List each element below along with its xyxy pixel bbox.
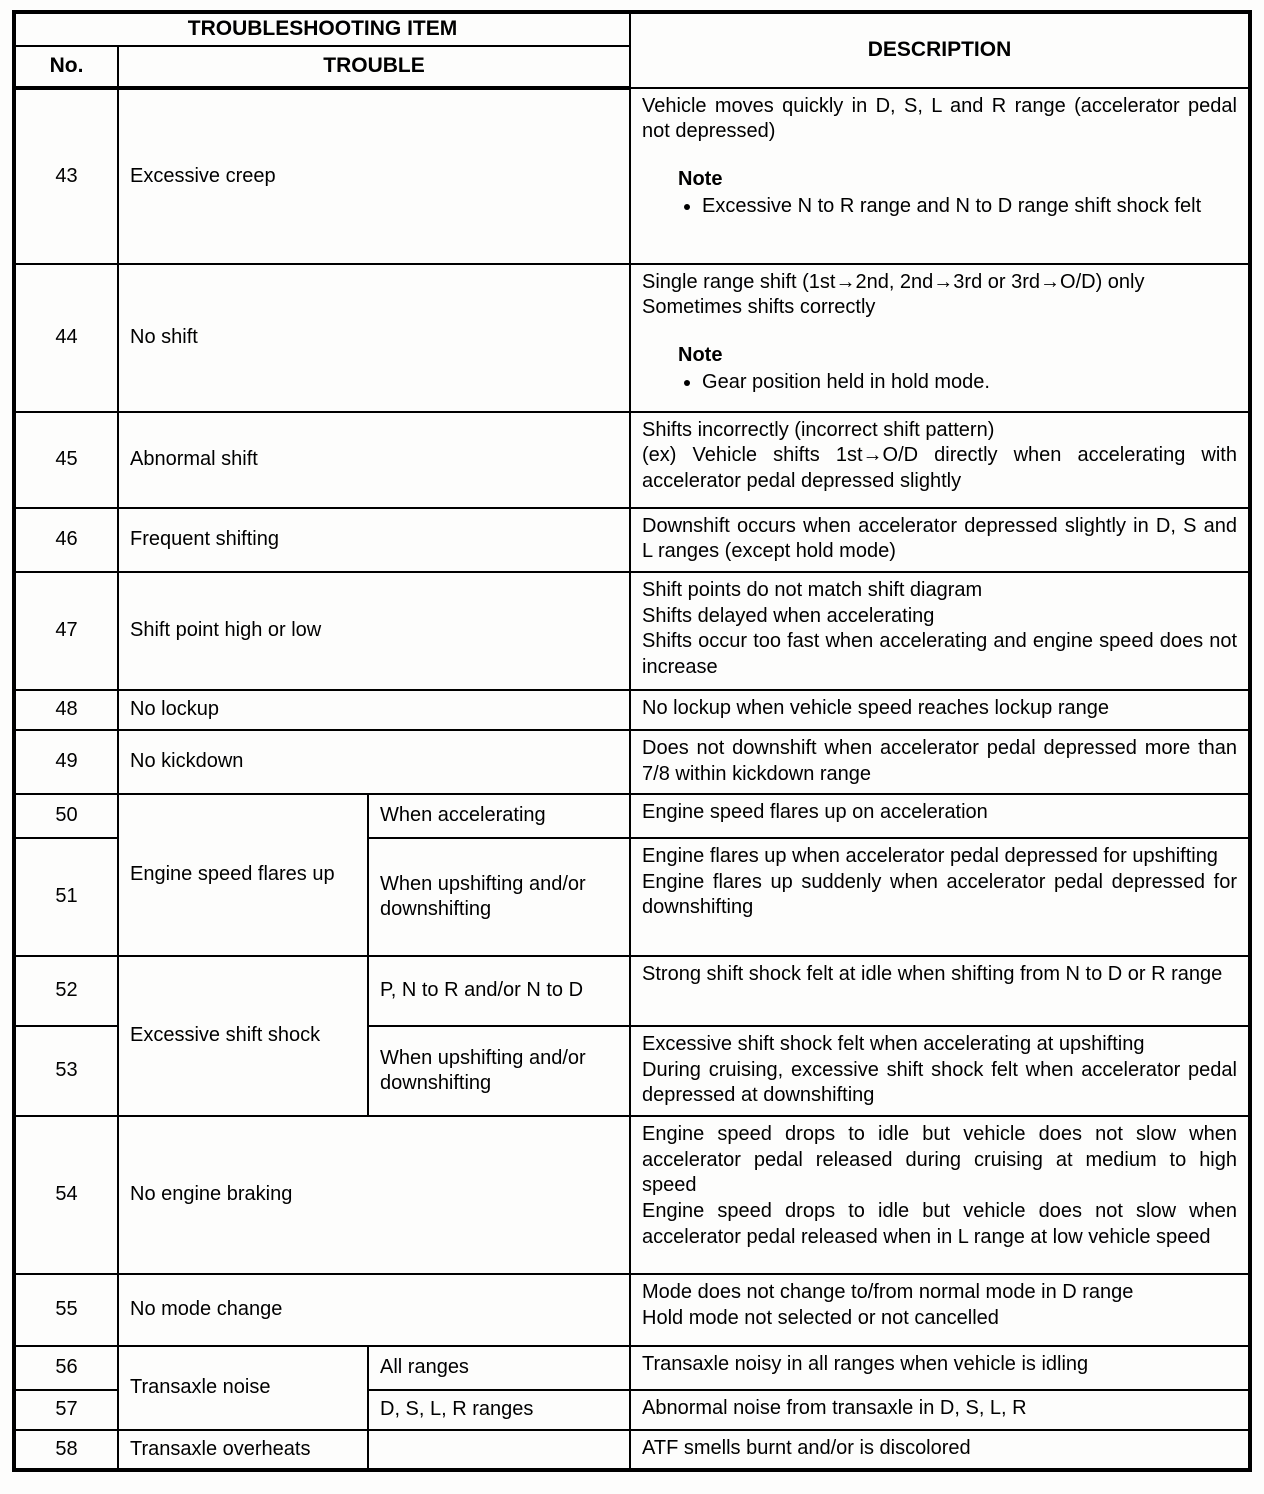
- note-title: Note: [678, 168, 723, 191]
- description-cell: [630, 1274, 1250, 1346]
- description-line: Transaxle noisy in all ranges when vehicle is idling: [642, 1353, 1089, 1376]
- trouble-cell: Transaxle overheats: [118, 1430, 368, 1470]
- row-number: 54: [14, 1116, 118, 1274]
- table-row-49: [14, 730, 1250, 794]
- row-number: 44: [14, 264, 118, 412]
- table-row-56: [14, 1346, 1250, 1390]
- description-line: Sometimes shifts correctly: [642, 296, 876, 319]
- description-cell: [630, 838, 1250, 956]
- description-cell: [630, 1346, 1250, 1390]
- row-number: 52: [14, 956, 118, 1026]
- description-cell: [630, 956, 1250, 1026]
- note-block: [642, 343, 1237, 395]
- row-number: 51: [14, 838, 118, 956]
- description-line: Mode does not change to/from normal mode in D range: [642, 1281, 1134, 1304]
- trouble-group-cell: Excessive shift shock: [118, 956, 368, 1116]
- table-row-44: [14, 264, 1250, 412]
- description-line: Shifts incorrectly (incorrect shift pattern): [642, 418, 995, 441]
- description-line: Strong shift shock felt at idle when shifting from N to D or R range: [642, 963, 1223, 986]
- description-line: Vehicle moves quickly in D, S, L and R range (accelerator pedal not depressed): [642, 94, 1237, 143]
- table-row-47: [14, 572, 1250, 690]
- row-number: 49: [14, 730, 118, 794]
- row-number: 47: [14, 572, 118, 690]
- condition-cell: When upshifting and/or downshifting: [368, 838, 630, 956]
- note-list: [678, 194, 1237, 220]
- description-line: Hold mode not selected or not cancelled: [642, 1306, 999, 1329]
- description-line: Shifts delayed when accelerating: [642, 604, 935, 627]
- note-title: Note: [678, 344, 723, 367]
- description-cell: [630, 508, 1250, 572]
- description-line: Single range shift (1st→2nd, 2nd→3rd or 3rd→O/D) only: [642, 270, 1145, 293]
- description-line: Shifts occur too fast when accelerating and engine speed does not increase: [642, 630, 1237, 678]
- table-row-54: [14, 1116, 1250, 1274]
- row-number: 43: [14, 88, 118, 264]
- trouble-cell: Frequent shifting: [118, 508, 630, 572]
- row-number: 45: [14, 412, 118, 508]
- description-line: Excessive shift shock felt when accelerating at upshifting: [642, 1033, 1145, 1056]
- header-trouble: TROUBLE: [118, 46, 630, 88]
- table-row-43: [14, 88, 1250, 264]
- table-header-row-1: [14, 12, 1250, 46]
- row-number: 50: [14, 794, 118, 838]
- description-line: Engine speed flares up on acceleration: [642, 801, 988, 824]
- troubleshooting-table: [12, 10, 1252, 1472]
- description-cell: [630, 1390, 1250, 1430]
- row-number: 55: [14, 1274, 118, 1346]
- trouble-cell: No engine braking: [118, 1116, 630, 1274]
- description-cell: [630, 264, 1250, 412]
- description-line: Shift points do not match shift diagram: [642, 579, 983, 602]
- description-cell: [630, 88, 1250, 264]
- description-line: Engine flares up suddenly when accelerator pedal depressed for downshifting: [642, 870, 1237, 919]
- description-cell: [630, 690, 1250, 730]
- table-row-48: [14, 690, 1250, 730]
- table-row-52: [14, 956, 1250, 1026]
- description-cell: [630, 1430, 1250, 1470]
- note-item: • Gear position held in hold mode.: [702, 370, 1237, 396]
- note-list: [678, 370, 1237, 396]
- condition-cell: When accelerating: [368, 794, 630, 838]
- condition-cell: All ranges: [368, 1346, 630, 1390]
- table-row-46: [14, 508, 1250, 572]
- row-number: 58: [14, 1430, 118, 1470]
- header-troubleshooting-item: TROUBLESHOOTING ITEM: [14, 12, 630, 46]
- trouble-cell: No kickdown: [118, 730, 630, 794]
- description-cell: [630, 794, 1250, 838]
- trouble-cell: No lockup: [118, 690, 630, 730]
- trouble-cell: Abnormal shift: [118, 412, 630, 508]
- description-cell: [630, 1116, 1250, 1274]
- row-number: 56: [14, 1346, 118, 1390]
- description-line: Engine flares up when accelerator pedal depressed for upshifting: [642, 845, 1218, 868]
- table-row-58: [14, 1430, 1250, 1470]
- trouble-cell: Shift point high or low: [118, 572, 630, 690]
- description-line: Engine speed drops to idle but vehicle does not slow when accelerator pedal released when in L range at low vehicle speed: [642, 1200, 1237, 1248]
- note-item: • Excessive N to R range and N to D range shift shock felt: [702, 194, 1237, 220]
- table-row-45: [14, 412, 1250, 508]
- row-number: 53: [14, 1026, 118, 1116]
- trouble-cell: Excessive creep: [118, 88, 630, 264]
- row-number: 48: [14, 690, 118, 730]
- header-no: No.: [14, 46, 118, 88]
- row-number: 57: [14, 1390, 118, 1430]
- trouble-cell: No mode change: [118, 1274, 630, 1346]
- table-row-55: [14, 1274, 1250, 1346]
- header-description: DESCRIPTION: [630, 12, 1250, 88]
- description-cell: [630, 572, 1250, 690]
- description-cell: [630, 1026, 1250, 1116]
- description-cell: [630, 412, 1250, 508]
- condition-cell: P, N to R and/or N to D: [368, 956, 630, 1026]
- description-line: Does not downshift when accelerator pedal depressed more than 7/8 within kickdown range: [642, 737, 1237, 785]
- trouble-cell: No shift: [118, 264, 630, 412]
- trouble-group-cell: Engine speed flares up: [118, 794, 368, 956]
- description-line: Downshift occurs when accelerator depressed slightly in D, S and L ranges (except hold mode): [642, 514, 1237, 563]
- description-line: No lockup when vehicle speed reaches lockup range: [642, 697, 1109, 720]
- description-line: Engine speed drops to idle but vehicle does not slow when accelerator pedal released during cruising at medium to high speed: [642, 1123, 1237, 1197]
- trouble-group-cell: Transaxle noise: [118, 1346, 368, 1430]
- table-row-50: [14, 794, 1250, 838]
- description-line: Abnormal noise from transaxle in D, S, L, R: [642, 1397, 1027, 1420]
- description-line: (ex) Vehicle shifts 1st→O/D directly when accelerating with accelerator pedal depressed slightly: [642, 444, 1237, 493]
- condition-cell-empty: [368, 1430, 630, 1470]
- condition-cell: D, S, L, R ranges: [368, 1390, 630, 1430]
- note-block: [642, 167, 1237, 219]
- description-cell: [630, 730, 1250, 794]
- description-line: ATF smells burnt and/or is discolored: [642, 1437, 971, 1460]
- row-number: 46: [14, 508, 118, 572]
- condition-cell: When upshifting and/or downshifting: [368, 1026, 630, 1116]
- description-line: During cruising, excessive shift shock felt when accelerator pedal depressed at downshifting: [642, 1058, 1237, 1107]
